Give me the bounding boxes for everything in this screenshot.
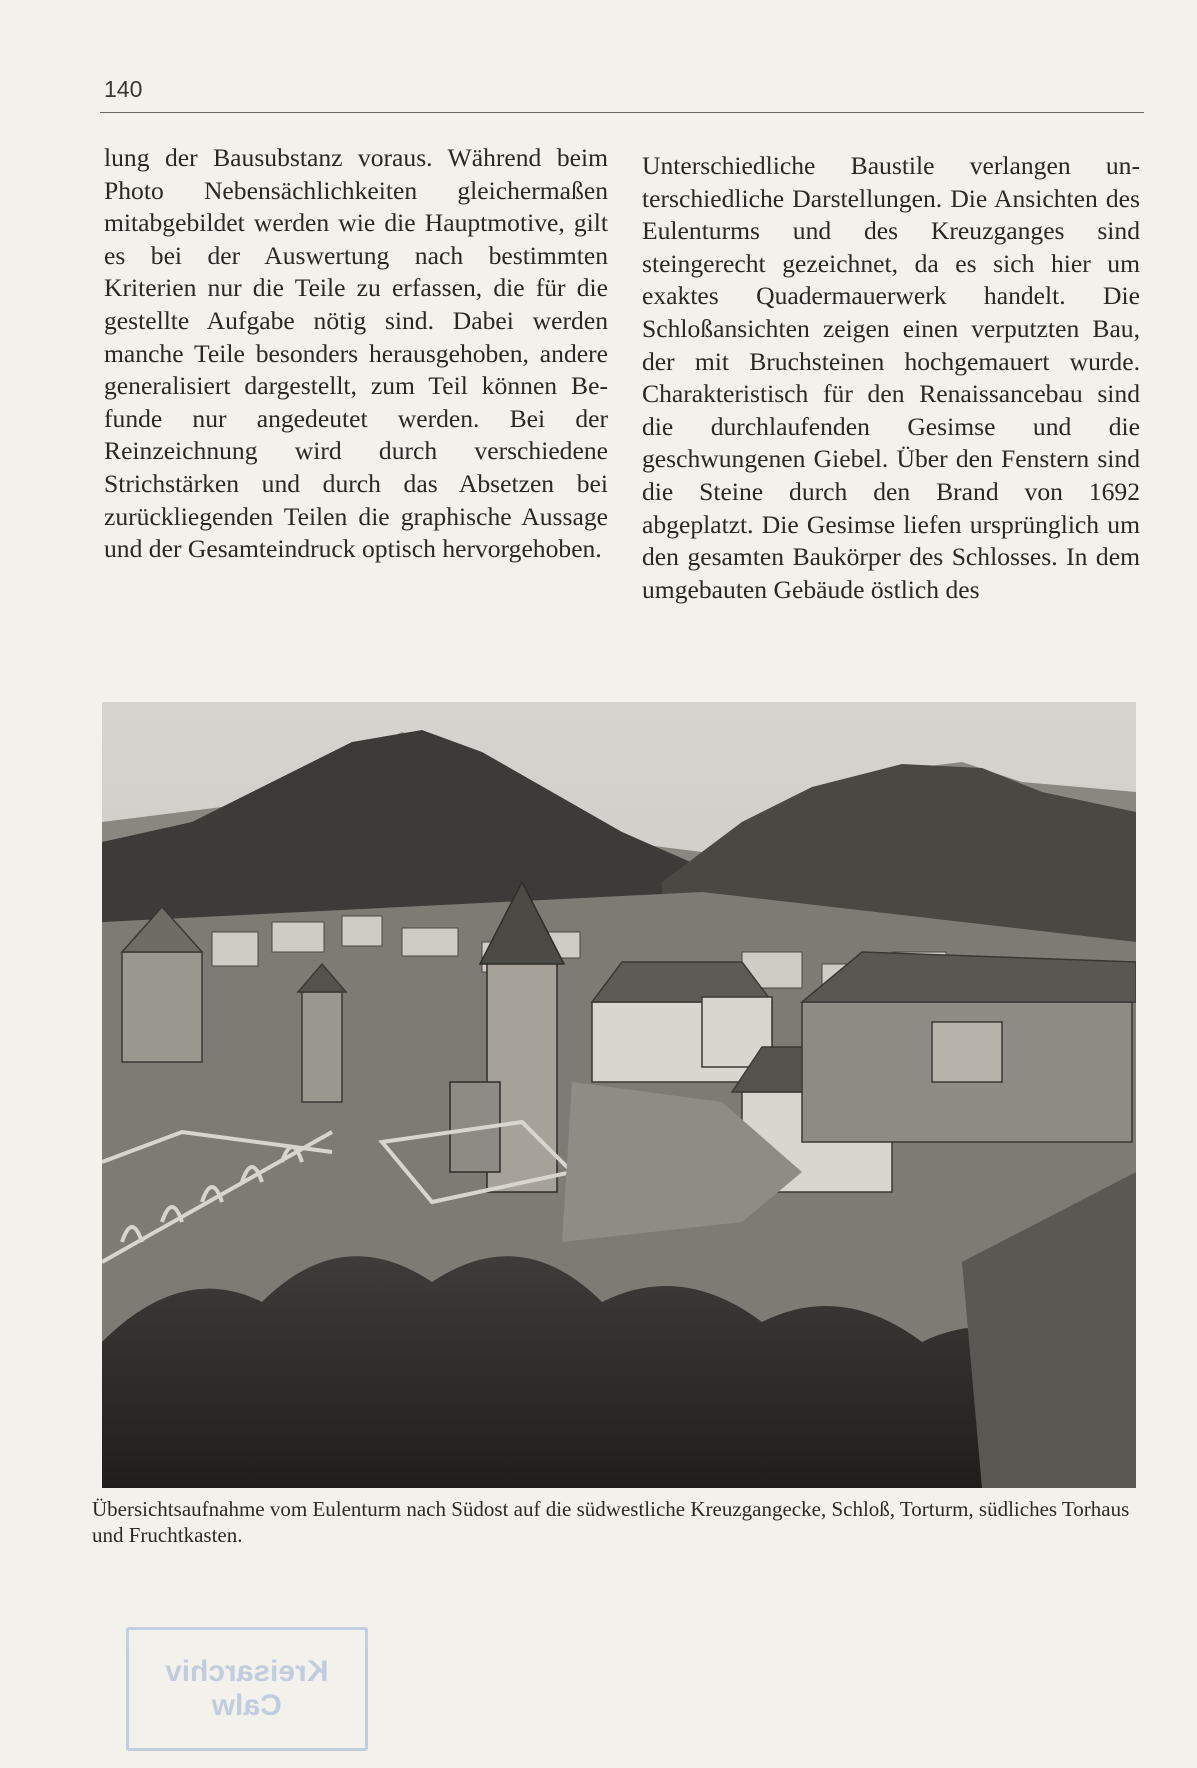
figure-caption: Übersichtsaufnahme vom Eulenturm nach Südost auf die südwestliche Kreuzgangecke, Schloß, Torturm, südliches Torhaus und Fruchtkasten. <box>92 1497 1130 1547</box>
page-number: 140 <box>104 76 143 102</box>
right-column-text: Unterschiedliche Baustile verlangen unterschiedliche Darstellungen. Die Ansichten des Eulenturms und des Kreuzganges sind steingerecht gezeichnet, da es sich hier um exaktes Quadermauerwerk handelt. Die Schloßansichten zeigen einen verputzten Bau, der mit Bruchsteinen hochgemauert wurde. Charakteristisch für den Renaissancebau sind die durchlaufenden Gesimse und die geschwungenen Giebel. Über den Fenstern sind die Steine durch den Brand von 1692 abgeplatzt. Die Gesimse liefen ursprünglich um den gesamten Baukörper des Schlosses. In dem umgebauten Gebäude östlich des <box>642 151 1140 604</box>
stamp-line-2: Calw <box>211 1689 283 1722</box>
fruchtkasten <box>802 952 1136 1142</box>
photo-illustration <box>102 702 1136 1488</box>
left-column-text: lung der Bausubstanz voraus. Während beim Photo Nebensächlichkeiten gleichermaßen mitabgebildet werden wie die Hauptmotive, gilt es bei der Auswertung nach bestimmten Kriterien nur die Teile zu erfassen, die für die gestellte Aufgabe nötig sind. Dabei werden manche Teile besonders herausgehoben, andere generalisiert dargestellt, zum Teil können Befunde nur angedeutet werden. Bei der Reinzeichnung wird durch verschiedene Strichstärken und durch das Absetzen bei zurückliegenden Teilen die graphische Aussage und der Gesamteindruck optisch hervorgehoben. <box>104 143 608 564</box>
monastery-photo <box>102 702 1136 1488</box>
header-rule <box>100 112 1144 113</box>
archive-stamp <box>126 1627 368 1751</box>
stamp-line-1: Kreisarchiv <box>165 1655 329 1688</box>
